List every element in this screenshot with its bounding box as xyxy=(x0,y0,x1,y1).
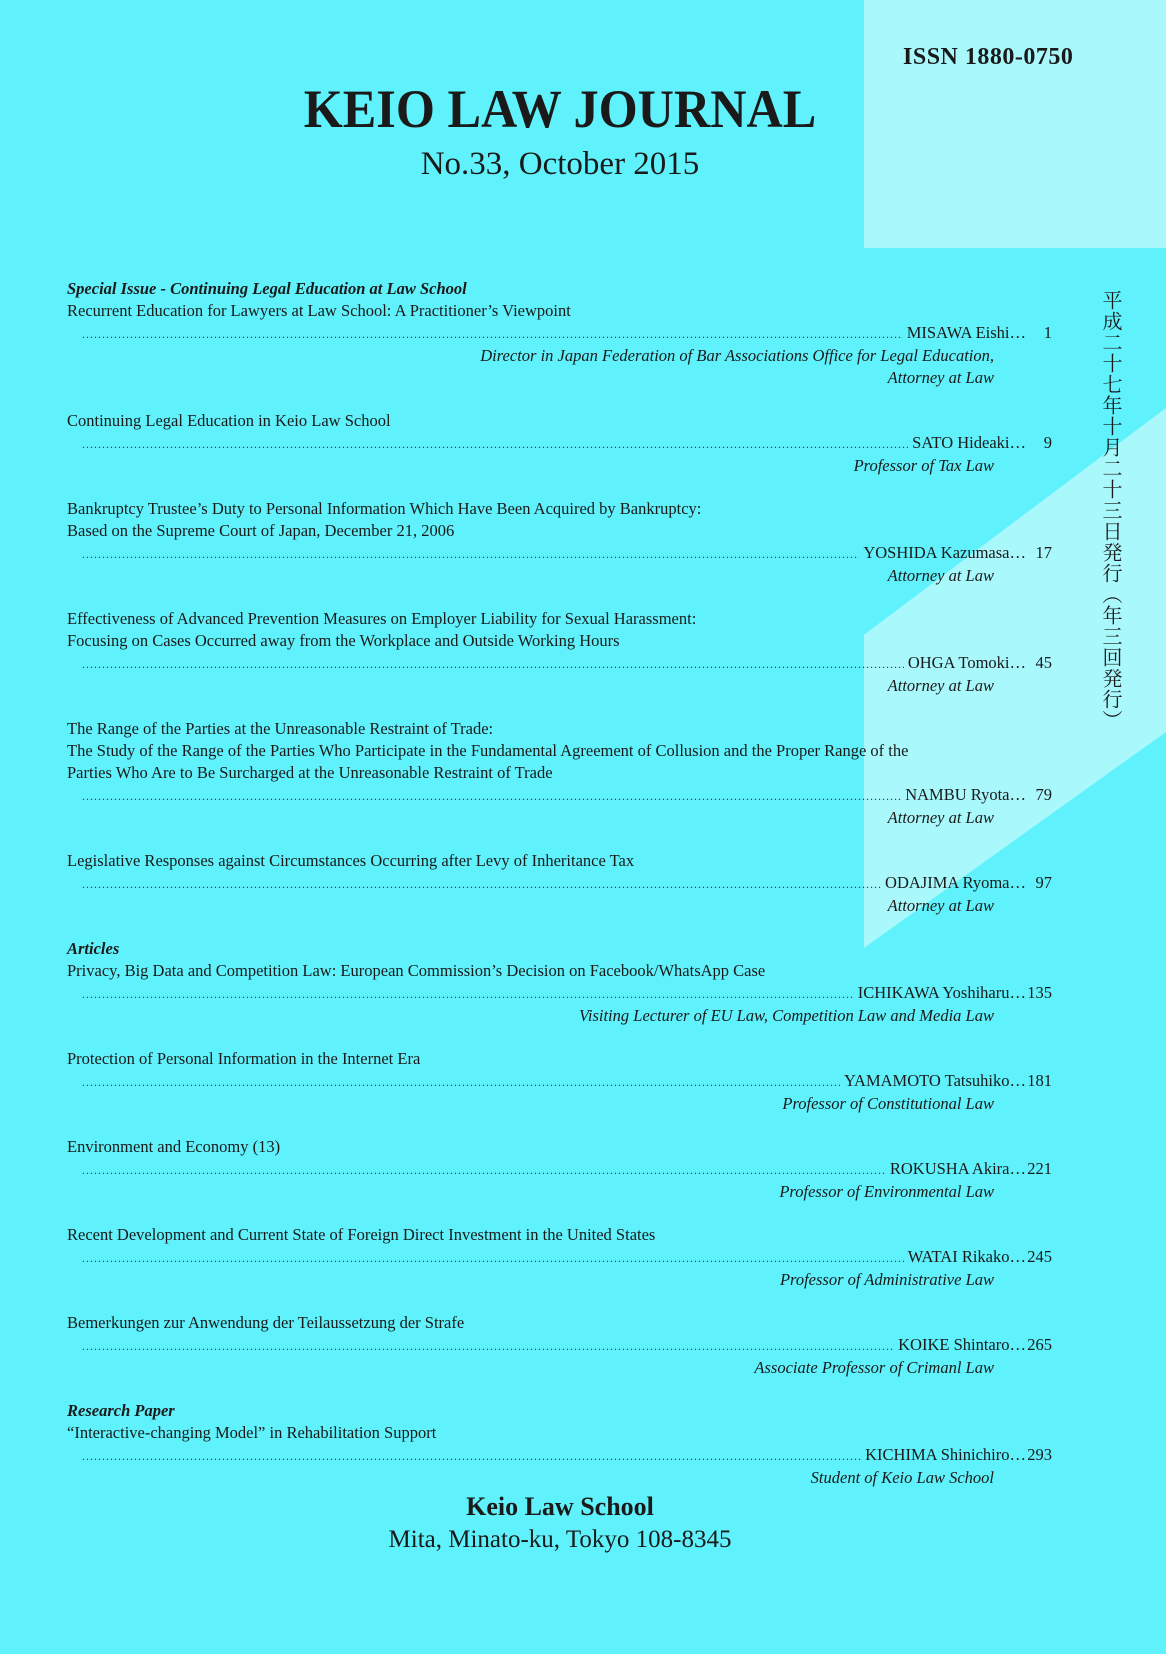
entry-author: ODAJIMA Ryoma… xyxy=(885,873,1026,892)
toc-entry[interactable] xyxy=(67,1136,1052,1203)
entry-affiliation: Student of Keio Law School xyxy=(810,1468,994,1487)
dot-leader xyxy=(82,543,859,565)
entry-leader-line xyxy=(82,1158,1052,1181)
entry-author: KICHIMA Shinichiro… xyxy=(865,1445,1026,1464)
entry-leader-line xyxy=(82,1444,1052,1467)
entry-leader-line xyxy=(82,432,1052,455)
entry-page-number: 221 xyxy=(1027,1159,1052,1178)
toc-entry[interactable] xyxy=(67,1224,1052,1291)
entry-title: Privacy, Big Data and Competition Law: European Commission’s Decision on Facebook/WhatsApp Case xyxy=(67,961,766,980)
entry-affiliation: Director in Japan Federation of Bar Associations Office for Legal Education, xyxy=(480,346,994,365)
entry-page-number: 97 xyxy=(1035,873,1052,892)
journal-title: KEIO LAW JOURNAL xyxy=(303,79,817,139)
toc-entry[interactable] xyxy=(67,410,1052,477)
entry-leader-line xyxy=(82,652,1052,675)
issn-label: ISSN 1880-0750 xyxy=(903,44,1074,70)
entry-page-number: 17 xyxy=(1035,543,1052,562)
entry-affiliation: Professor of Environmental Law xyxy=(779,1182,994,1201)
toc-entry[interactable] xyxy=(67,850,1052,917)
entry-leader-line xyxy=(82,982,1052,1005)
toc-entry[interactable] xyxy=(67,960,1052,1027)
entry-page-number: 265 xyxy=(1027,1335,1052,1354)
entry-title: Focusing on Cases Occurred away from the Workplace and Outside Working Hours xyxy=(67,631,620,650)
entry-author: ROKUSHA Akira… xyxy=(889,1159,1026,1178)
dot-leader xyxy=(82,1071,840,1093)
entry-affiliation: Attorney at Law xyxy=(887,676,994,695)
dot-leader xyxy=(82,323,903,345)
entry-title: The Study of the Range of the Parties Who Participate in the Fundamental Agreement of Collusion and the Proper Range of the xyxy=(67,741,909,760)
entry-title: Parties Who Are to Be Surcharged at the Unreasonable Restraint of Trade xyxy=(67,763,553,782)
section-heading: Special Issue - Continuing Legal Education at Law School xyxy=(67,279,467,298)
entry-title: “Interactive-changing Model” in Rehabilitation Support xyxy=(67,1423,437,1442)
entry-affiliation: Attorney at Law xyxy=(887,896,994,915)
publisher-name: Keio Law School xyxy=(466,1492,654,1521)
entry-affiliation: Associate Professor of Crimanl Law xyxy=(754,1358,994,1377)
toc-entry[interactable] xyxy=(67,300,1052,389)
entry-title: Effectiveness of Advanced Prevention Measures on Employer Liability for Sexual Harassment: xyxy=(67,609,697,628)
entry-author: ICHIKAWA Yoshiharu… xyxy=(857,983,1026,1002)
publisher-address: Mita, Minato-ku, Tokyo 108-8345 xyxy=(388,1526,732,1553)
entry-affiliation: Professor of Constitutional Law xyxy=(782,1094,994,1113)
toc-entry[interactable] xyxy=(67,498,1052,587)
entry-title: The Range of the Parties at the Unreasonable Restraint of Trade: xyxy=(67,719,494,738)
entry-author: YAMAMOTO Tatsuhiko… xyxy=(843,1071,1026,1090)
entry-page-number: 1 xyxy=(1043,323,1052,342)
entry-page-number: 9 xyxy=(1043,433,1052,452)
entry-title: Environment and Economy (13) xyxy=(67,1137,281,1156)
entry-page-number: 293 xyxy=(1027,1445,1052,1464)
entry-title: Protection of Personal Information in the Internet Era xyxy=(67,1049,421,1068)
entry-author: YOSHIDA Kazumasa… xyxy=(863,543,1026,562)
entry-title: Based on the Supreme Court of Japan, December 21, 2006 xyxy=(67,521,455,540)
toc-entry[interactable] xyxy=(67,718,1052,829)
entry-leader-line xyxy=(82,872,1052,895)
entry-leader-line xyxy=(82,1070,1052,1093)
entry-affiliation: Professor of Administrative Law xyxy=(779,1270,994,1289)
entry-leader-line xyxy=(82,1246,1052,1269)
table-of-contents xyxy=(67,278,1052,1510)
entry-author: OHGA Tomoki… xyxy=(907,653,1026,672)
section-heading: Articles xyxy=(67,939,120,958)
entry-leader-line xyxy=(82,542,1052,565)
entry-title: Recurrent Education for Lawyers at Law School: A Practitioner’s Viewpoint xyxy=(67,301,571,320)
dot-leader xyxy=(82,1445,861,1467)
entry-leader-line xyxy=(82,322,1052,345)
dot-leader xyxy=(82,433,908,455)
entry-title: Continuing Legal Education in Keio Law School xyxy=(67,411,391,430)
entry-title: Bankruptcy Trustee’s Duty to Personal Information Which Have Been Acquired by Bankruptcy: xyxy=(67,499,702,518)
entry-author: KOIKE Shintaro… xyxy=(898,1335,1026,1354)
entry-author: WATAI Rikako… xyxy=(907,1247,1026,1266)
entry-leader-line xyxy=(82,784,1052,807)
entry-title: Legislative Responses against Circumstances Occurring after Levy of Inheritance Tax xyxy=(67,851,635,870)
toc-entry[interactable] xyxy=(67,1048,1052,1115)
toc-entry[interactable] xyxy=(67,1422,1052,1489)
issue-label: No.33, October 2015 xyxy=(420,146,700,182)
toc-section xyxy=(67,1400,1052,1489)
entry-author: MISAWA Eishi… xyxy=(906,323,1026,342)
toc-section xyxy=(67,938,1052,1379)
entry-page-number: 45 xyxy=(1035,653,1052,672)
entry-affiliation: Attorney at Law xyxy=(887,808,994,827)
entry-page-number: 181 xyxy=(1027,1071,1052,1090)
section-heading: Research Paper xyxy=(67,1401,175,1420)
publication-date-note: 平成二十七年十月二十三日発行（年三回発行） xyxy=(1099,290,1123,731)
dot-leader xyxy=(82,1335,894,1357)
dot-leader xyxy=(82,785,901,807)
entry-author: NAMBU Ryota… xyxy=(905,785,1026,804)
entry-title: Bemerkungen zur Anwendung der Teilaussetzung der Strafe xyxy=(67,1313,465,1332)
entry-leader-line xyxy=(82,1334,1052,1357)
entry-page-number: 245 xyxy=(1027,1247,1052,1266)
entry-affiliation: Attorney at Law xyxy=(887,368,994,387)
entry-page-number: 79 xyxy=(1035,785,1052,804)
entry-affiliation: Attorney at Law xyxy=(887,566,994,585)
entry-affiliation: Professor of Tax Law xyxy=(853,456,994,475)
dot-leader xyxy=(82,873,881,895)
entry-author: SATO Hideaki… xyxy=(912,433,1026,452)
entry-page-number: 135 xyxy=(1027,983,1052,1002)
dot-leader xyxy=(82,983,854,1005)
entry-affiliation: Visiting Lecturer of EU Law, Competition Law and Media Law xyxy=(579,1006,994,1025)
toc-entry[interactable] xyxy=(67,608,1052,697)
dot-leader xyxy=(82,653,904,675)
dot-leader xyxy=(82,1159,886,1181)
toc-entry[interactable] xyxy=(67,1312,1052,1379)
dot-leader xyxy=(82,1247,904,1269)
toc-section xyxy=(67,278,1052,917)
entry-title: Recent Development and Current State of Foreign Direct Investment in the United States xyxy=(67,1225,656,1244)
